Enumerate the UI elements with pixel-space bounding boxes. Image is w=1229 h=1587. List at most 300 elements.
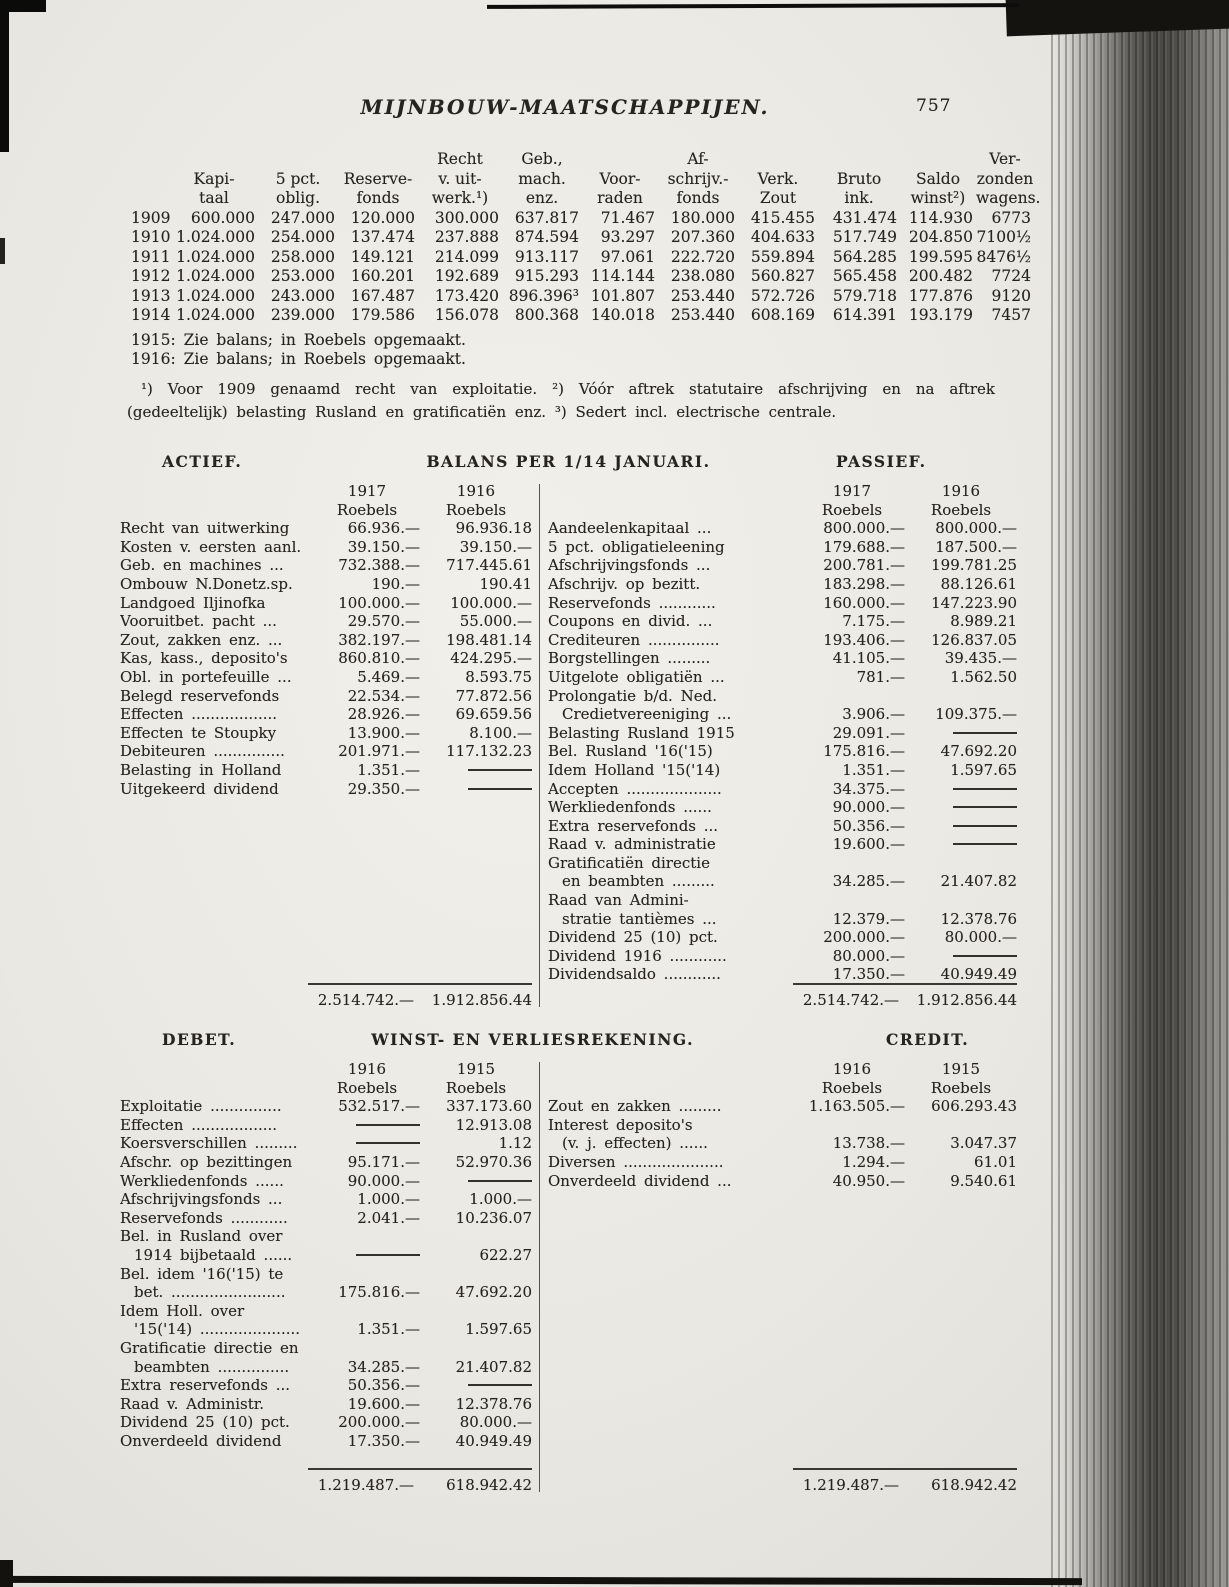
row-label: Zout, zakken enz. ... bbox=[120, 630, 283, 649]
value-cell: 517.749 bbox=[832, 228, 897, 246]
row-value: 47.692.20 bbox=[940, 742, 1017, 761]
row-value bbox=[905, 947, 1017, 966]
row-value: 66.936.— bbox=[347, 519, 420, 538]
page-title: MIJNBOUW-MAATSCHAPPIJEN. bbox=[360, 95, 770, 119]
row-label: Dividend 25 (10) pct. bbox=[120, 1413, 290, 1432]
row-value: 39.150.— bbox=[347, 537, 420, 556]
row-label: Dividendsaldo ............ bbox=[548, 965, 721, 984]
value-cell: 7100½ bbox=[976, 228, 1031, 246]
row-value: 21.407.82 bbox=[455, 1357, 532, 1376]
statement-row bbox=[120, 1190, 532, 1209]
statement-row bbox=[120, 761, 532, 780]
balance-section bbox=[120, 452, 1017, 1011]
row-value bbox=[314, 1246, 420, 1265]
statement-row bbox=[120, 1116, 532, 1135]
row-value: 1.294.— bbox=[842, 1152, 905, 1171]
unit-header: Roebels bbox=[930, 500, 992, 519]
row-value: 29.091.— bbox=[832, 723, 905, 742]
value-cell: 614.391 bbox=[832, 306, 897, 324]
statement-row bbox=[548, 854, 1017, 891]
row-label-continued: Credietvereeniging ... bbox=[562, 705, 732, 724]
blank-dash bbox=[468, 1180, 532, 1182]
row-label: Accepten .................... bbox=[548, 779, 722, 798]
value-cell: 140.018 bbox=[590, 306, 655, 324]
row-value: 1.597.65 bbox=[950, 760, 1017, 779]
row-value: 34.375.— bbox=[832, 779, 905, 798]
blank-dash bbox=[468, 769, 532, 771]
row-label: Kosten v. eersten aanl. bbox=[120, 537, 302, 556]
year-header: 1915 bbox=[941, 1060, 981, 1078]
value-cell: 199.595 bbox=[908, 247, 973, 266]
statement-row bbox=[120, 519, 532, 538]
statement-row bbox=[120, 1376, 532, 1395]
unit-header: Roebels bbox=[445, 1078, 507, 1097]
statement-row bbox=[548, 631, 1017, 650]
statement-row bbox=[548, 668, 1017, 687]
row-value bbox=[420, 1172, 532, 1191]
row-value: 28.926.— bbox=[347, 705, 420, 724]
year-header-row bbox=[548, 1060, 1017, 1079]
passief-heading: PASSIEF. bbox=[836, 452, 927, 471]
statement-row bbox=[120, 594, 532, 613]
credit-column bbox=[548, 1060, 1017, 1190]
value-cell: 1.024.000 bbox=[176, 228, 255, 246]
value-cell: 915.293 bbox=[514, 267, 579, 285]
scan-artifact-left-mark bbox=[0, 238, 5, 264]
row-value bbox=[314, 1134, 420, 1153]
row-label: Landgoed Iljinofka bbox=[120, 593, 266, 612]
unit-header-row bbox=[548, 501, 1017, 520]
year-cell: 1911 bbox=[131, 247, 171, 266]
row-label: Geb. en machines ... bbox=[120, 556, 284, 575]
book-page-edge bbox=[1051, 0, 1229, 1587]
value-cell: 258.000 bbox=[270, 247, 335, 266]
row-label-continued: en beambten ......... bbox=[562, 872, 715, 891]
row-label-continued: bet. ........................ bbox=[134, 1283, 286, 1302]
row-value: 17.350.— bbox=[832, 965, 905, 984]
unit-header: Roebels bbox=[445, 500, 507, 519]
winst-verlies-heading: WINST- EN VERLIESREKENING. bbox=[371, 1030, 694, 1049]
statement-row bbox=[548, 835, 1017, 854]
blank-dash bbox=[953, 825, 1017, 827]
row-value: 1.597.65 bbox=[465, 1320, 532, 1339]
row-value: 1.351.— bbox=[357, 1320, 420, 1339]
row-value: 126.837.05 bbox=[931, 630, 1017, 649]
value-cell: 247.000 bbox=[270, 208, 335, 227]
row-value: 17.350.— bbox=[347, 1431, 420, 1450]
row-value: 160.000.— bbox=[823, 593, 905, 612]
actief-heading: ACTIEF. bbox=[162, 452, 243, 471]
column-header: enz. bbox=[525, 189, 559, 207]
statement-row bbox=[120, 575, 532, 594]
row-value: 40.949.49 bbox=[455, 1431, 532, 1450]
statement-row bbox=[548, 1097, 1017, 1116]
scan-artifact-top-line bbox=[487, 3, 1019, 9]
statement-row bbox=[548, 1116, 1017, 1153]
row-label-continued: stratie tantièmes ... bbox=[562, 909, 717, 928]
statement-row bbox=[120, 649, 532, 668]
passief-total bbox=[548, 983, 1017, 1009]
value-cell: 101.807 bbox=[590, 286, 655, 305]
value-cell: 253.440 bbox=[670, 286, 735, 305]
row-label: Bel. Rusland '16('15) bbox=[548, 742, 713, 761]
row-value: 1.000.— bbox=[357, 1190, 420, 1209]
row-label: Obl. in portefeuille ... bbox=[120, 667, 292, 686]
year-header: 1916 bbox=[941, 482, 981, 500]
passief-column bbox=[548, 482, 1017, 984]
credit-heading: CREDIT. bbox=[886, 1030, 970, 1049]
value-cell: 193.179 bbox=[908, 306, 973, 324]
row-value: 183.298.— bbox=[823, 574, 905, 593]
row-value: 781.— bbox=[856, 667, 905, 686]
blank-dash bbox=[356, 1254, 420, 1256]
row-label: Belasting in Holland bbox=[120, 760, 282, 779]
statement-row bbox=[120, 1302, 532, 1339]
value-cell: 572.726 bbox=[750, 286, 815, 305]
statement-row bbox=[120, 631, 532, 650]
row-label: Effecten te Stoupky bbox=[120, 723, 277, 742]
statement-row bbox=[548, 538, 1017, 557]
row-value: 19.600.— bbox=[832, 835, 905, 854]
row-value: 117.132.23 bbox=[446, 742, 532, 761]
blank-dash bbox=[953, 788, 1017, 790]
row-value: 199.781.25 bbox=[931, 556, 1017, 575]
row-label: Onverdeeld dividend bbox=[120, 1431, 282, 1450]
value-cell: 7457 bbox=[991, 306, 1031, 324]
actief-total bbox=[120, 983, 532, 1009]
row-value: 3.047.37 bbox=[950, 1134, 1017, 1153]
row-value: 1.351.— bbox=[842, 760, 905, 779]
row-label: Crediteuren ............... bbox=[548, 630, 720, 649]
year-header: 1916 bbox=[347, 1060, 387, 1078]
year-cell: 1912 bbox=[131, 267, 171, 285]
row-label: Exploitatie ............... bbox=[120, 1097, 282, 1116]
row-value: 88.126.61 bbox=[940, 574, 1017, 593]
row-label: Recht van uitwerking bbox=[120, 519, 290, 538]
row-value: 80.000.— bbox=[832, 946, 905, 965]
row-value: 9.540.61 bbox=[950, 1171, 1017, 1190]
statement-row bbox=[120, 1097, 532, 1116]
column-header: werk.¹) bbox=[431, 189, 489, 207]
statement-row bbox=[548, 742, 1017, 761]
value-cell: 120.000 bbox=[350, 208, 415, 227]
value-cell: 97.061 bbox=[600, 247, 655, 266]
row-value: 29.570.— bbox=[347, 612, 420, 631]
row-value: 147.223.90 bbox=[931, 593, 1017, 612]
passief-total-1916: 1.912.856.44 bbox=[916, 991, 1017, 1009]
statement-row bbox=[548, 1172, 1017, 1191]
row-value: 8.100.— bbox=[469, 723, 532, 742]
column-header: fonds bbox=[676, 189, 720, 207]
blank-dash bbox=[468, 1384, 532, 1386]
row-value: 200.781.— bbox=[823, 556, 905, 575]
value-cell: 800.368 bbox=[514, 306, 579, 324]
row-value bbox=[420, 780, 532, 799]
value-cell: 243.000 bbox=[270, 286, 335, 305]
row-value: 8.989.21 bbox=[950, 612, 1017, 631]
row-label: Effecten .................. bbox=[120, 705, 278, 724]
row-value: 2.041.— bbox=[357, 1208, 420, 1227]
column-divider bbox=[539, 484, 540, 1007]
row-label: Idem Holland '15('14) bbox=[548, 760, 721, 779]
statement-row bbox=[548, 594, 1017, 613]
value-cell: 9120 bbox=[991, 286, 1031, 305]
statement-row bbox=[120, 1153, 532, 1172]
row-value: 717.445.61 bbox=[446, 556, 532, 575]
statement-row bbox=[120, 1339, 532, 1376]
row-label: Coupons en divid. ... bbox=[548, 612, 713, 631]
column-group-header: Af- bbox=[687, 150, 709, 168]
value-cell: 608.169 bbox=[750, 306, 815, 324]
row-value: 95.171.— bbox=[347, 1152, 420, 1171]
statement-row bbox=[548, 761, 1017, 780]
passief-total-1917: 2.514.742.— bbox=[802, 991, 899, 1009]
row-value: 29.350.— bbox=[347, 779, 420, 798]
year-header: 1916 bbox=[456, 482, 496, 500]
credit-total-1915: 618.942.42 bbox=[931, 1476, 1017, 1494]
row-label: Kas, kass., deposito's bbox=[120, 649, 288, 668]
column-group-header: Recht bbox=[437, 150, 483, 168]
scan-artifact-bottom-left bbox=[0, 1560, 13, 1587]
year-cell: 1909 bbox=[131, 208, 171, 227]
column-header: 5 pct. bbox=[275, 169, 321, 188]
statement-row bbox=[548, 891, 1017, 928]
row-value: 7.175.— bbox=[842, 612, 905, 631]
row-label: Uitgelote obligatiën ... bbox=[548, 667, 725, 686]
value-cell: 149.121 bbox=[350, 247, 415, 266]
row-value: 532.517.— bbox=[338, 1097, 420, 1116]
row-value: 96.936.18 bbox=[455, 519, 532, 538]
blank-dash bbox=[953, 732, 1017, 734]
statement-row bbox=[548, 612, 1017, 631]
row-value: 3.906.— bbox=[842, 705, 905, 724]
unit-header-row bbox=[120, 501, 532, 520]
year-header-row bbox=[120, 482, 532, 501]
statement-row bbox=[548, 947, 1017, 966]
column-divider bbox=[539, 1062, 540, 1492]
row-label: Extra reservefonds ... bbox=[120, 1376, 291, 1395]
row-value: 1.562.50 bbox=[950, 667, 1017, 686]
column-group-header: Geb., bbox=[521, 150, 563, 168]
unit-header: Roebels bbox=[821, 500, 883, 519]
column-header: schrijv.- bbox=[667, 169, 729, 188]
statement-row bbox=[120, 1172, 532, 1191]
value-cell: 1.024.000 bbox=[176, 267, 255, 285]
production-table bbox=[124, 150, 1041, 370]
value-cell: 404.633 bbox=[750, 228, 815, 246]
blank-dash bbox=[356, 1124, 420, 1126]
row-value: 80.000.— bbox=[944, 928, 1017, 947]
row-label: Aandeelenkapitaal ... bbox=[548, 519, 712, 538]
row-value: 1.163.505.— bbox=[808, 1097, 905, 1116]
value-cell: 560.827 bbox=[750, 267, 815, 285]
value-cell: 160.201 bbox=[350, 267, 415, 285]
value-cell: 214.099 bbox=[434, 247, 499, 266]
row-value bbox=[314, 1116, 420, 1135]
value-cell: 204.850 bbox=[908, 228, 973, 246]
row-label: Extra reservefonds ... bbox=[548, 816, 719, 835]
row-value: 50.356.— bbox=[832, 816, 905, 835]
value-cell: 200.482 bbox=[908, 267, 973, 285]
row-value bbox=[905, 724, 1017, 743]
row-value: 201.971.— bbox=[338, 742, 420, 761]
value-cell: 913.117 bbox=[514, 247, 579, 266]
value-cell: 177.876 bbox=[908, 286, 973, 305]
value-cell: 896.396³ bbox=[508, 286, 579, 305]
row-value: 55.000.— bbox=[459, 612, 532, 631]
row-value: 198.481.14 bbox=[446, 630, 532, 649]
value-cell: 415.455 bbox=[750, 208, 815, 227]
unit-header: Roebels bbox=[336, 1078, 398, 1097]
actief-column bbox=[120, 482, 532, 798]
row-value: 382.197.— bbox=[338, 630, 420, 649]
value-cell: 167.487 bbox=[350, 286, 415, 305]
statement-row bbox=[120, 1413, 532, 1432]
blank-dash bbox=[953, 806, 1017, 808]
blank-dash bbox=[953, 955, 1017, 957]
row-value bbox=[905, 780, 1017, 799]
statement-row bbox=[548, 556, 1017, 575]
column-header: taal bbox=[199, 189, 229, 207]
row-label-continued: 1914 bijbetaald ...... bbox=[134, 1245, 293, 1264]
row-label: Effecten .................. bbox=[120, 1115, 278, 1134]
row-value: 80.000.— bbox=[459, 1413, 532, 1432]
row-value: 39.150.— bbox=[459, 537, 532, 556]
unit-header: Roebels bbox=[336, 500, 398, 519]
row-label: Diversen ..................... bbox=[548, 1152, 724, 1171]
balance-heading: BALANS PER 1/14 JANUARI. bbox=[426, 452, 711, 471]
statement-row bbox=[120, 556, 532, 575]
blank-dash bbox=[356, 1142, 420, 1144]
row-label: Zout en zakken ......... bbox=[548, 1097, 722, 1116]
row-value: 175.816.— bbox=[338, 1283, 420, 1302]
row-value: 69.659.56 bbox=[455, 705, 532, 724]
year-header: 1915 bbox=[456, 1060, 496, 1078]
year-cell: 1910 bbox=[131, 228, 171, 246]
value-cell: 253.440 bbox=[670, 306, 735, 324]
year-cell: 1914 bbox=[131, 306, 171, 324]
row-label: Reservefonds ............ bbox=[120, 1208, 288, 1227]
statement-row bbox=[548, 519, 1017, 538]
value-cell: 431.474 bbox=[832, 208, 897, 227]
value-cell: 7724 bbox=[991, 267, 1031, 285]
row-value bbox=[905, 817, 1017, 836]
row-label: Ombouw N.Donetz.sp. bbox=[120, 574, 293, 593]
value-cell: 222.720 bbox=[670, 247, 735, 266]
column-header: Zout bbox=[759, 189, 797, 207]
debet-column bbox=[120, 1060, 532, 1450]
row-value: 21.407.82 bbox=[940, 872, 1017, 891]
footnotes: ¹) Voor 1909 genaamd recht van exploitatie. ²) Vóór aftrek statutaire afschrijving en na aftrek (gedeeltelijk) belasting Rusland en gratificatiën enz. ³) Sedert incl. electrische centrale. bbox=[127, 380, 995, 421]
value-cell: 559.894 bbox=[750, 247, 815, 266]
value-cell: 600.000 bbox=[190, 208, 255, 227]
column-header: Kapi- bbox=[193, 169, 235, 188]
row-value bbox=[420, 1376, 532, 1395]
statement-row bbox=[120, 538, 532, 557]
value-cell: 239.000 bbox=[270, 306, 335, 324]
statement-row bbox=[120, 1265, 532, 1302]
row-label-continued: beambten ............... bbox=[134, 1357, 290, 1376]
row-value: 8.593.75 bbox=[465, 667, 532, 686]
row-label: Koersverschillen ......... bbox=[120, 1134, 298, 1153]
row-label: Afschrijvingsfonds ... bbox=[120, 1190, 283, 1209]
statement-row bbox=[120, 1432, 532, 1451]
column-header: wagens. bbox=[976, 189, 1041, 207]
row-value: 77.872.56 bbox=[455, 686, 532, 705]
year-header-row bbox=[120, 1060, 532, 1079]
statement-row bbox=[548, 798, 1017, 817]
row-value: 800.000.— bbox=[823, 519, 905, 538]
column-header: Reserve- bbox=[343, 169, 413, 188]
row-label-continued: (v. j. effecten) ...... bbox=[562, 1134, 708, 1153]
value-cell: 1.024.000 bbox=[176, 306, 255, 324]
row-value: 34.285.— bbox=[832, 872, 905, 891]
column-group-header: Ver- bbox=[989, 150, 1021, 168]
actief-total-1916: 1.912.856.44 bbox=[431, 991, 532, 1009]
row-label: Bel. idem '16('15) te bet. ........................ bbox=[120, 1264, 286, 1302]
row-value: 1.351.— bbox=[357, 760, 420, 779]
year-header-row bbox=[548, 482, 1017, 501]
production-table-notes bbox=[124, 331, 1034, 370]
production-table-grid bbox=[124, 150, 1041, 326]
row-label: Uitgekeerd dividend bbox=[120, 779, 279, 798]
row-value: 800.000.— bbox=[935, 519, 1017, 538]
row-label: Werkliedenfonds ...... bbox=[548, 798, 712, 817]
page-number: 757 bbox=[916, 96, 952, 116]
row-value: 22.534.— bbox=[347, 686, 420, 705]
row-label: Idem Holl. over '15('14) ..................... bbox=[120, 1301, 301, 1339]
row-label: Bel. in Rusland over 1914 bijbetaald ...... bbox=[120, 1227, 293, 1264]
scan-artifact-bottom-line bbox=[0, 1576, 1082, 1585]
statement-row bbox=[120, 1134, 532, 1153]
statement-row bbox=[120, 742, 532, 761]
row-value bbox=[420, 761, 532, 780]
row-label: 5 pct. obligatieleening bbox=[548, 537, 725, 556]
row-value: 12.379.— bbox=[832, 909, 905, 928]
statement-row bbox=[120, 724, 532, 743]
row-value: 622.27 bbox=[479, 1245, 532, 1264]
row-value: 34.285.— bbox=[347, 1357, 420, 1376]
value-cell: 254.000 bbox=[270, 228, 335, 246]
row-value: 860.810.— bbox=[338, 649, 420, 668]
row-label: Dividend 1916 ............ bbox=[548, 946, 727, 965]
row-label: Afschrijvingsfonds ... bbox=[548, 556, 711, 575]
row-value: 50.356.— bbox=[347, 1376, 420, 1395]
row-label: Debiteuren ............... bbox=[120, 742, 285, 761]
value-cell: 179.586 bbox=[350, 306, 415, 324]
value-cell: 564.285 bbox=[832, 247, 897, 266]
row-value: 337.173.60 bbox=[446, 1097, 532, 1116]
year-header: 1917 bbox=[347, 482, 387, 500]
statement-row bbox=[120, 1209, 532, 1228]
statement-row bbox=[120, 668, 532, 687]
value-cell: 71.467 bbox=[600, 208, 655, 227]
year-header: 1916 bbox=[832, 1060, 872, 1078]
row-value bbox=[905, 835, 1017, 854]
row-value: 193.406.— bbox=[823, 630, 905, 649]
row-label: Raad van Admini- stratie tantièmes ... bbox=[548, 891, 717, 928]
statement-row bbox=[120, 705, 532, 724]
column-header: oblig. bbox=[275, 189, 321, 207]
row-value: 1.000.— bbox=[469, 1190, 532, 1209]
unit-header: Roebels bbox=[930, 1078, 992, 1097]
row-label: Raad v. Administr. bbox=[120, 1394, 265, 1413]
column-header: ink. bbox=[844, 189, 874, 207]
row-value: 190.— bbox=[371, 574, 420, 593]
statement-row bbox=[548, 649, 1017, 668]
statement-row bbox=[120, 1395, 532, 1414]
row-label: Belasting Rusland 1915 bbox=[548, 723, 735, 742]
